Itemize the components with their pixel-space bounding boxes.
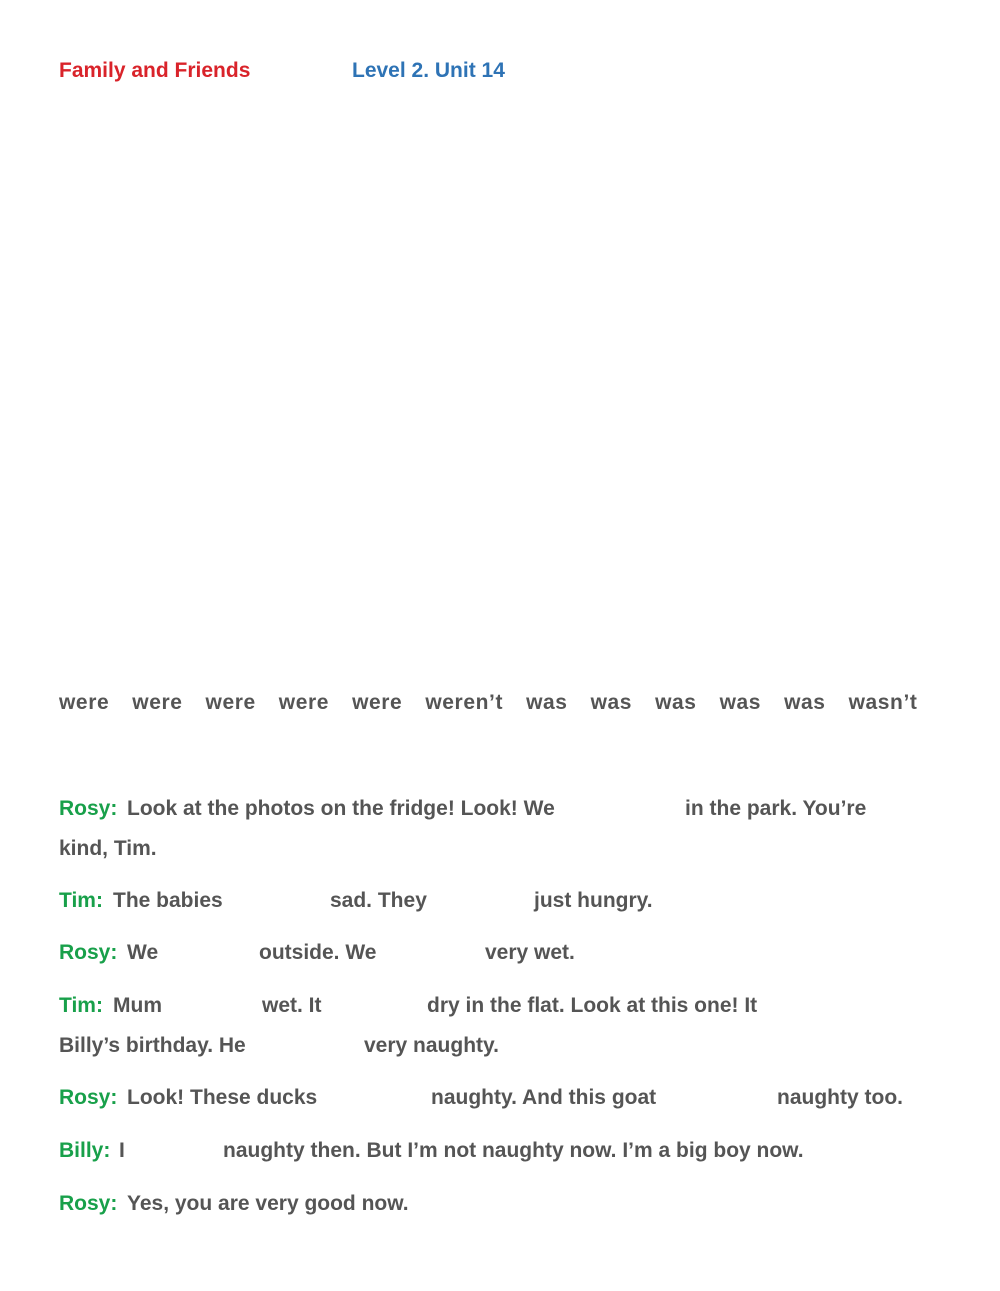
speaker-label: Rosy:: [59, 941, 118, 964]
speaker-label: Rosy:: [59, 797, 118, 820]
dialogue-text: just hungry.: [534, 889, 653, 912]
word-bank-item: was: [784, 691, 826, 714]
book-title: Family and Friends: [59, 59, 251, 82]
speaker-label: Rosy:: [59, 1086, 118, 1109]
dialogue-text: very naughty.: [364, 1034, 499, 1057]
word-bank-item: were: [352, 691, 403, 714]
dialogue-text: naughty then. But I’m not naughty now. I’m a big boy now.: [223, 1139, 804, 1162]
dialogue-text: sad. They: [330, 889, 427, 912]
dialogue-text: very wet.: [485, 941, 575, 964]
dialogue-text: wet. It: [262, 994, 322, 1017]
word-bank-item: weren’t: [425, 691, 504, 714]
word-bank-item: were: [132, 691, 183, 714]
word-bank-item: was: [655, 691, 697, 714]
dialogue-text: I: [119, 1139, 125, 1162]
word-bank-item: were: [278, 691, 330, 714]
word-bank-item: were: [205, 691, 256, 714]
dialogue-text: The babies: [113, 889, 223, 912]
dialogue-text: Yes, you are very good now.: [127, 1192, 409, 1215]
word-bank: [59, 691, 941, 715]
speaker-label: Tim:: [59, 889, 103, 912]
speaker-label: Tim:: [59, 994, 103, 1017]
unit-label: Level 2. Unit 14: [352, 59, 505, 82]
word-bank-item: was: [590, 691, 633, 714]
word-bank-item: wasn’t: [848, 691, 918, 714]
dialogue-text: Look! These ducks: [127, 1086, 318, 1109]
speaker-label: Rosy:: [59, 1192, 118, 1215]
word-bank-item: was: [719, 691, 762, 714]
dialogue-text: outside. We: [259, 941, 377, 964]
dialogue-text: naughty. And this goat: [431, 1086, 657, 1109]
dialogue-text: in the park. You’re: [685, 797, 867, 820]
dialogue-text: kind, Tim.: [59, 837, 157, 860]
speaker-label: Billy:: [59, 1139, 111, 1162]
dialogue-text: dry in the flat. Look at this one! It: [427, 994, 758, 1017]
dialogue-text: naughty too.: [777, 1086, 903, 1109]
dialogue-text: Look at the photos on the fridge! Look! We: [127, 797, 555, 820]
dialogue-text: Billy’s birthday. He: [59, 1034, 246, 1057]
dialogue-text: We: [127, 941, 159, 964]
word-bank-item: were: [59, 691, 110, 714]
word-bank-item: was: [526, 691, 568, 714]
dialogue-text: Mum: [113, 994, 162, 1017]
